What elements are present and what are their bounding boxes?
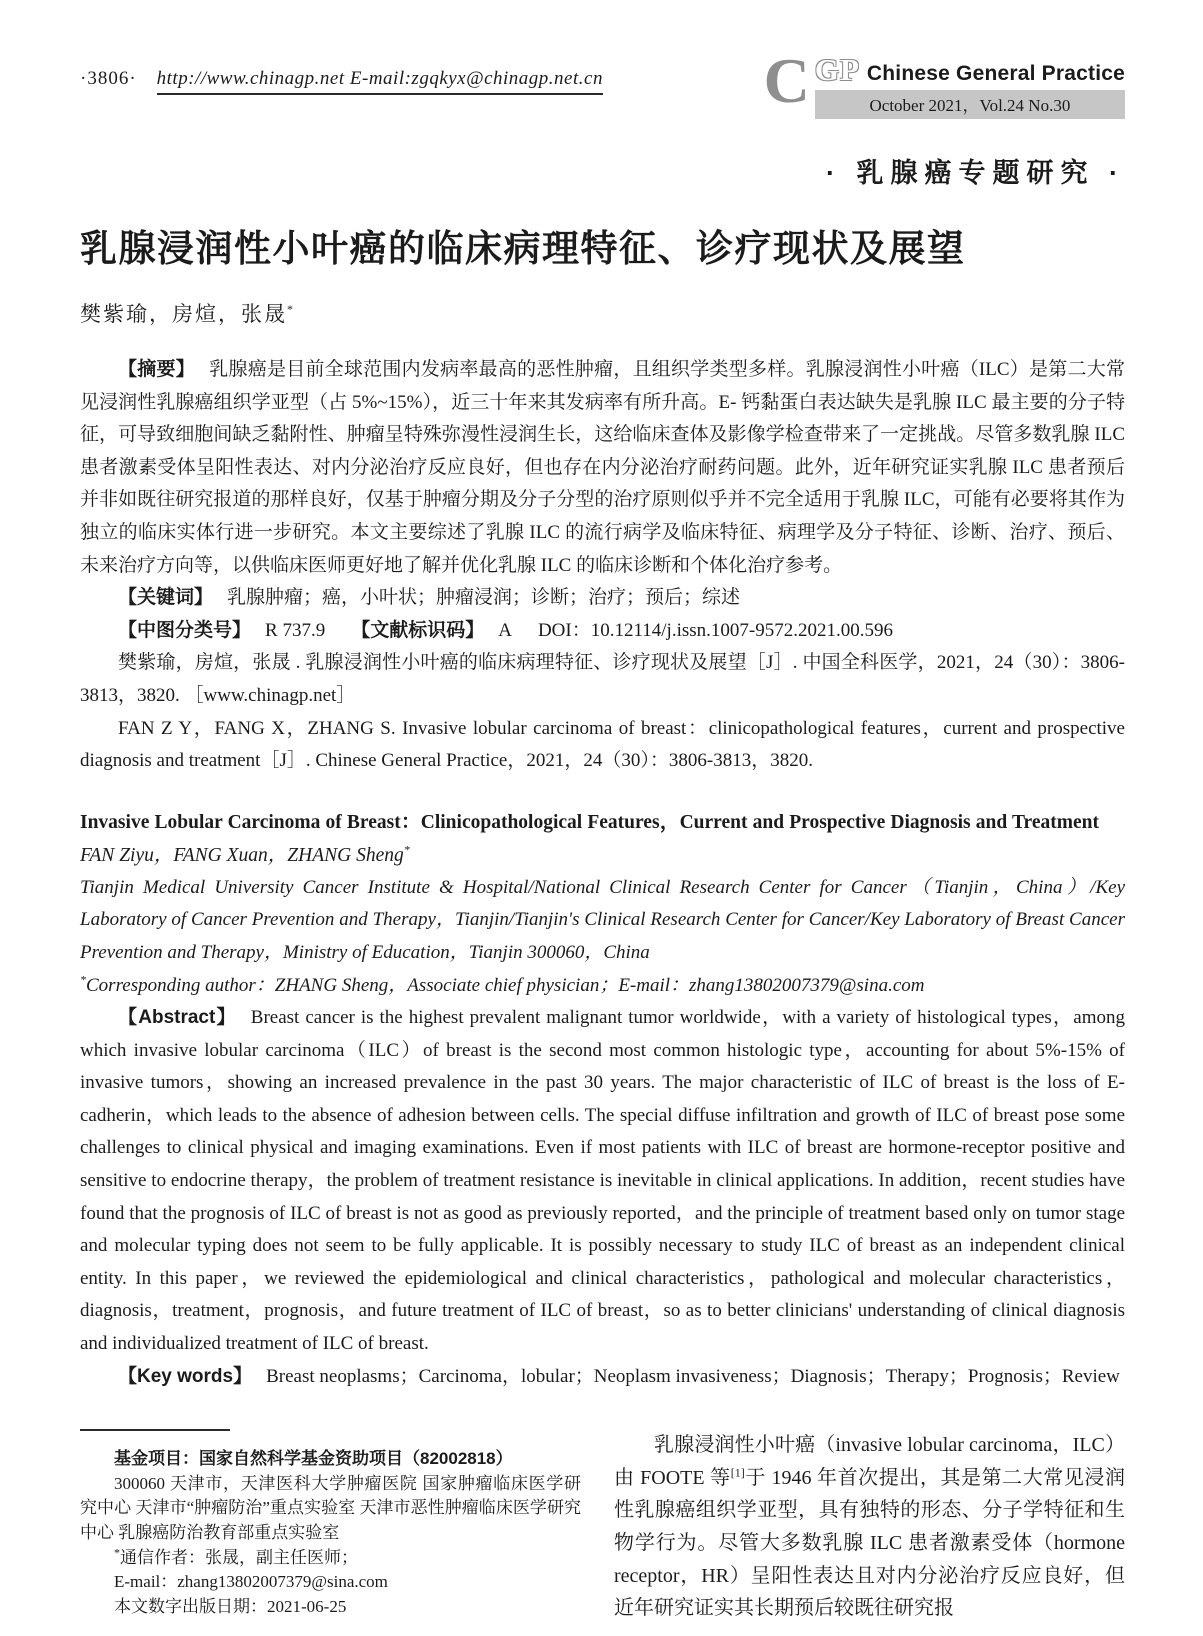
corresponding-text: Corresponding author：ZHANG Sheng，Associate chief physician；E-mail：zhang13802007379@sina.com bbox=[86, 974, 925, 996]
citation-en: FAN Z Y，FANG X，ZHANG S. Invasive lobular carcinoma of breast：clinicopathological features，current and prospective diagnosis and treatment［J］. Chinese General Practice，2021，24（30）：3806-3813，3820. bbox=[80, 717, 1125, 772]
intro-text-before: 乳腺浸润性小叶癌（invasive lobular carcinoma，ILC）由 FOOTE 等 bbox=[614, 1434, 1125, 1489]
affiliation-en: Tianjin Medical University Cancer Institute & Hospital/National Clinical Research Center for Cancer（Tianjin，China）/Key Laboratory of Cancer Prevention and Therapy，Tianjin/Tianjin's Clinical Research Center for Cancer/Key Laboratory of Breast Cancer Prevention and Therapy，Ministry of Education，Tianjin 300060，China bbox=[80, 876, 1125, 963]
journal-issue-bar: October 2021，Vol.24 No.30 bbox=[815, 90, 1125, 119]
intro-paragraph bbox=[614, 1429, 1125, 1625]
doc-code-value: A bbox=[498, 619, 512, 641]
affiliation-cn: 300060 天津市，天津医科大学肿瘤医院 国家肿瘤临床医学研究中心 天津市“肿瘤防治”重点实验室 天津市恶性肿瘤临床医学研究中心 乳腺癌防治教育部重点实验室 bbox=[80, 1473, 582, 1542]
logo-c-letter: C bbox=[763, 45, 810, 116]
doi-value: DOI：10.12114/j.issn.1007-9572.2021.00.596 bbox=[537, 619, 893, 641]
page-number: ·3806· bbox=[80, 68, 137, 89]
corresponding-cn-asterisk: * bbox=[114, 1544, 120, 1559]
keywords-cn bbox=[80, 582, 1125, 615]
keywords-en-text: Breast neoplasms；Carcinoma，lobular；Neoplasm invasiveness；Diagnosis；Therapy；Prognosis；Review bbox=[266, 1365, 1120, 1387]
page-header bbox=[80, 45, 1125, 119]
abstract-cn-label: 【摘要】 bbox=[118, 359, 195, 380]
abstract-cn bbox=[80, 354, 1125, 582]
logo-gp-letters: GP bbox=[814, 52, 860, 87]
journal-logo bbox=[763, 45, 1125, 119]
corresponding-email: E-mail：zhang13802007379@sina.com bbox=[114, 1572, 388, 1592]
corresponding-asterisk: * bbox=[80, 972, 86, 987]
authors-cn bbox=[80, 298, 1125, 328]
reference-marker: [1] bbox=[730, 1465, 745, 1480]
clc-label: 【中图分类号】 bbox=[118, 619, 252, 641]
special-topic-label: · 乳腺癌专题研究 · bbox=[826, 158, 1125, 188]
logo-top-row bbox=[815, 52, 1125, 88]
intro-text-after: 于 1946 年首次提出，其是第二大常见浸润性乳腺癌组织学亚型，具有独特的形态、分子学特征和生物学行为。尽管大多数乳腺 ILC 患者激素受体（hormone receptor，HR）呈阳性表达且对内分泌治疗反应良好，但近年研究证实其长期预后较既往研究报 bbox=[614, 1466, 1126, 1620]
authors-en: FAN Ziyu，FANG Xuan，ZHANG Sheng bbox=[80, 844, 404, 866]
corresponding-cn-text: 通信作者：张晟，副主任医师； bbox=[120, 1547, 358, 1567]
doc-code-label: 【文献标识码】 bbox=[351, 619, 485, 641]
authors-cn-names: 樊紫瑜，房煊，张晟 bbox=[80, 302, 287, 326]
clc-value: R 737.9 bbox=[265, 619, 326, 641]
keywords-cn-label: 【关键词】 bbox=[118, 587, 214, 609]
authors-cn-asterisk: * bbox=[287, 302, 295, 316]
footnote-divider bbox=[80, 1429, 230, 1431]
header-left bbox=[80, 52, 603, 95]
digital-pub-date: 本文数字出版日期：2021-06-25 bbox=[114, 1596, 347, 1616]
abstract-cn-text: 乳腺癌是目前全球范围内发病率最高的恶性肿瘤，且组织学类型多样。乳腺浸润性小叶癌（ILC）是第二大常见浸润性乳腺癌组织学亚型（占 5%~15%），近三十年来其发病率有所升高。E- 钙黏蛋白表达缺失是乳腺 ILC 最主要的分子特征，可导致细胞间缺乏黏附性、肿瘤呈特殊弥漫性浸润生长，这给临床查体及影像学检查带来了一定挑战。尽管多数乳腺 ILC 患者激素受体呈阳性表达、对内分泌治疗反应良好，但也存在内分泌治疗耐药问题。此外，近年研究证实乳腺 ILC 患者预后并非如既往研究报道的那样良好，仅基于肿瘤分期及分子分型的治疗原则似乎并不完全适用于乳腺 ILC，可能有必要将其作为独立的临床实体行进一步研究。本文主要综述了乳腺 ILC 的流行病学及临床特征、病理学及分子特征、诊断、治疗、预后、未来治疗方向等，以供临床医师更好地了解并优化乳腺 ILC 的临床诊断和个体化治疗参考。 bbox=[80, 359, 1125, 576]
abstract-en bbox=[80, 1002, 1125, 1361]
authors-en-asterisk: * bbox=[403, 842, 410, 857]
title-en-text: Invasive Lobular Carcinoma of Breast：Clinicopathological Features，Current and Prospective Diagnosis and Treatment bbox=[80, 811, 1099, 833]
journal-url-email: http://www.chinagp.net E-mail:zgqkyx@chinagp.net.cn bbox=[157, 68, 603, 95]
abstract-en-label: 【Abstract】 bbox=[118, 1007, 237, 1029]
corresponding-author-en bbox=[80, 970, 1125, 1003]
footnote-column bbox=[80, 1429, 581, 1625]
journal-name: Chinese General Practice bbox=[866, 62, 1125, 85]
keywords-cn-text: 乳腺肿瘤；癌，小叶状；肿瘤浸润；诊断；治疗；预后；综述 bbox=[227, 587, 741, 609]
fund-project: 基金项目：国家自然科学基金资助项目（82002818） bbox=[114, 1449, 513, 1469]
abstract-en-text: Breast cancer is the highest prevalent malignant tumor worldwide，with a variety of histological types，among which invasive lobular carcinoma（ILC）of breast is the second most common histologic type，accounting for about 5%-15% of invasive tumors，showing an increased prevalence in the past 30 years. The major characteristic of ILC of breast is the loss of E-cadherin，which leads to the absence of adhesion between cells. The special diffuse infiltration and growth of ILC of breast pose some challenges to clinical physical and imaging examinations. Even if most patients with ILC of breast are hormone-receptor positive and sensitive to endocrine therapy，the problem of treatment resistance is inevitable in clinical applications. In addition，recent studies have found that the prognosis of ILC of breast is not as good as previously reported，and the principle of treatment based only on tumor stage and molecular typing does not seem to be fully applicable. It is possibly necessary to study ILC of breast as an independent clinical entity. In this paper，we reviewed the epidemiological and clinical characteristics，pathological and molecular characteristics，diagnosis，treatment，prognosis，and future treatment of ILC of breast，so as to better clinicians' understanding of clinical diagnosis and individualized treatment of ILC of breast. bbox=[80, 1007, 1125, 1355]
article-title-en bbox=[80, 806, 1125, 872]
body-text-column bbox=[614, 1429, 1125, 1625]
bottom-columns bbox=[80, 1429, 1125, 1625]
classification-line bbox=[80, 615, 1125, 648]
article-title-cn: 乳腺浸润性小叶癌的临床病理特征、诊疗现状及展望 bbox=[80, 228, 966, 269]
logo-right bbox=[815, 52, 1125, 119]
citation-cn: 樊紫瑜，房煊，张晟 . 乳腺浸润性小叶癌的临床病理特征、诊疗现状及展望［J］. 中国全科医学，2021，24（30）：3806-3813，3820. ［www.chinagp.net］ bbox=[80, 652, 1125, 706]
corresponding-author-cn bbox=[80, 1546, 581, 1571]
keywords-en-label: 【Key words】 bbox=[118, 1365, 253, 1387]
keywords-en bbox=[80, 1361, 1125, 1394]
